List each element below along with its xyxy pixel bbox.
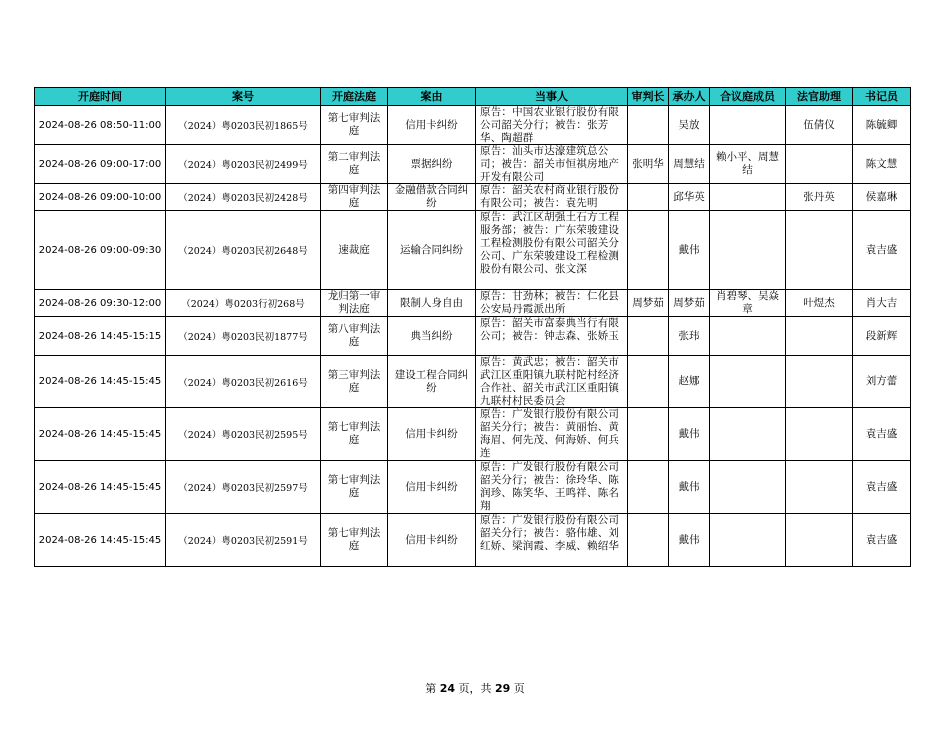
parties-text: 原告：韶关市富泰典当行有限公司；被告：钟志森、张娇玉 [480, 317, 620, 342]
table-header-row [35, 88, 911, 106]
table-row [35, 290, 911, 317]
case-number: （2024）粤0203民初1865号 [166, 106, 321, 145]
handler: 戴伟 [669, 514, 710, 567]
judge-assistant: 伍倩仪 [786, 106, 853, 145]
parties-cell [476, 145, 628, 184]
chief-judge [628, 184, 669, 211]
header-parties: 当事人 [476, 88, 628, 106]
hearing-time: 2024-08-26 14:45-15:15 [35, 317, 166, 356]
parties-cell [476, 461, 628, 514]
judge-assistant [786, 408, 853, 461]
panel-members [710, 106, 786, 145]
parties-cell [476, 211, 628, 290]
table-row [35, 145, 911, 184]
table-row [35, 211, 911, 290]
chief-judge [628, 106, 669, 145]
hearing-time: 2024-08-26 14:45-15:45 [35, 514, 166, 567]
case-number: （2024）粤0203行初268号 [166, 290, 321, 317]
judge-assistant: 张丹英 [786, 184, 853, 211]
case-number: （2024）粤0203民初2648号 [166, 211, 321, 290]
parties-text: 原告：韶关农村商业银行股份有限公司；被告：袁先明 [480, 184, 620, 209]
parties-cell [476, 290, 628, 317]
chief-judge [628, 211, 669, 290]
judge-assistant [786, 514, 853, 567]
case-number: （2024）粤0203民初2616号 [166, 356, 321, 408]
case-cause: 信用卡纠纷 [388, 461, 476, 514]
handler: 周慧结 [669, 145, 710, 184]
parties-text: 原告：广发银行股份有限公司韶关分行；被告：黄丽怡、黄海眉、何先茂、何海娇、何兵连 [480, 408, 620, 459]
chief-judge: 周梦茹 [628, 290, 669, 317]
clerk: 陈毓卿 [853, 106, 911, 145]
table-row [35, 461, 911, 514]
courtroom: 第三审判法庭 [321, 356, 388, 408]
table-row [35, 408, 911, 461]
parties-text: 原告：广发银行股份有限公司韶关分行；被告：徐玲华、陈润珍、陈笑华、王鸣祥、陈名翔 [480, 461, 620, 512]
footer-middle: 页，共 [455, 682, 495, 695]
case-cause: 金融借款合同纠纷 [388, 184, 476, 211]
judge-assistant [786, 211, 853, 290]
panel-members [710, 317, 786, 356]
judge-assistant [786, 461, 853, 514]
case-cause: 典当纠纷 [388, 317, 476, 356]
panel-members [710, 184, 786, 211]
header-clerk: 书记员 [853, 88, 911, 106]
hearing-time: 2024-08-26 09:00-09:30 [35, 211, 166, 290]
handler: 戴伟 [669, 408, 710, 461]
courtroom: 第四审判法庭 [321, 184, 388, 211]
total-page-count: 29 [495, 682, 511, 695]
chief-judge: 张明华 [628, 145, 669, 184]
clerk: 肖大吉 [853, 290, 911, 317]
chief-judge [628, 461, 669, 514]
parties-text: 原告：甘劲林；被告：仁化县公安局丹霞派出所 [480, 290, 620, 315]
case-number: （2024）粤0203民初1877号 [166, 317, 321, 356]
clerk: 段新辉 [853, 317, 911, 356]
parties-cell [476, 356, 628, 408]
parties-cell [476, 514, 628, 567]
courtroom: 龙归第一审判法庭 [321, 290, 388, 317]
clerk: 袁吉盛 [853, 211, 911, 290]
courtroom: 第七审判法庭 [321, 461, 388, 514]
parties-text: 原告：中国农业银行股份有限公司韶关分行；被告：张芳华、陶超群 [480, 106, 620, 144]
hearing-time: 2024-08-26 08:50-11:00 [35, 106, 166, 145]
parties-text: 原告：武江区胡强土石方工程服务部；被告：广东荣骏建设工程检测股份有限公司韶关分公司、广东荣骏建设工程检测股份有限公司、张文深 [480, 211, 620, 275]
case-number: （2024）粤0203民初2591号 [166, 514, 321, 567]
chief-judge [628, 356, 669, 408]
handler: 邱华英 [669, 184, 710, 211]
case-cause: 运输合同纠纷 [388, 211, 476, 290]
header-chief-judge: 审判长 [628, 88, 669, 106]
table-row [35, 514, 911, 567]
header-time: 开庭时间 [35, 88, 166, 106]
panel-members [710, 211, 786, 290]
panel-members [710, 356, 786, 408]
hearing-time: 2024-08-26 09:30-12:00 [35, 290, 166, 317]
judge-assistant [786, 317, 853, 356]
case-number: （2024）粤0203民初2595号 [166, 408, 321, 461]
case-cause: 建设工程合同纠纷 [388, 356, 476, 408]
case-number: （2024）粤0203民初2428号 [166, 184, 321, 211]
chief-judge [628, 408, 669, 461]
page-footer [0, 680, 950, 696]
hearing-time: 2024-08-26 14:45-15:45 [35, 356, 166, 408]
clerk: 袁吉盛 [853, 408, 911, 461]
panel-members: 赖小平、周慧结 [710, 145, 786, 184]
table-row [35, 317, 911, 356]
handler: 戴伟 [669, 211, 710, 290]
case-cause: 信用卡纠纷 [388, 106, 476, 145]
judge-assistant [786, 356, 853, 408]
courtroom: 第七审判法庭 [321, 106, 388, 145]
courtroom: 第二审判法庭 [321, 145, 388, 184]
header-case-no: 案号 [166, 88, 321, 106]
clerk: 陈文慧 [853, 145, 911, 184]
parties-cell [476, 408, 628, 461]
handler: 周梦茹 [669, 290, 710, 317]
parties-cell [476, 184, 628, 211]
judge-assistant: 叶煜杰 [786, 290, 853, 317]
clerk: 刘方蕾 [853, 356, 911, 408]
header-panel: 合议庭成员 [710, 88, 786, 106]
chief-judge [628, 317, 669, 356]
table-row [35, 184, 911, 211]
clerk: 侯嘉琳 [853, 184, 911, 211]
courtroom: 速裁庭 [321, 211, 388, 290]
handler: 吴放 [669, 106, 710, 145]
clerk: 袁吉盛 [853, 514, 911, 567]
case-cause: 信用卡纠纷 [388, 408, 476, 461]
hearing-time: 2024-08-26 09:00-17:00 [35, 145, 166, 184]
case-cause: 限制人身自由 [388, 290, 476, 317]
panel-members [710, 408, 786, 461]
hearing-time: 2024-08-26 14:45-15:45 [35, 461, 166, 514]
courtroom: 第七审判法庭 [321, 408, 388, 461]
parties-text: 原告：黄武忠；被告：韶关市武江区重阳镇九联村陀村经济合作社、韶关市武江区重阳镇九联村村民委员会 [480, 356, 620, 407]
parties-text: 原告：汕头市达濠建筑总公司；被告：韶关市恒祺房地产开发有限公司 [480, 145, 620, 183]
hearing-time: 2024-08-26 09:00-10:00 [35, 184, 166, 211]
handler: 张玮 [669, 317, 710, 356]
footer-prefix: 第 [425, 682, 440, 695]
parties-cell [476, 317, 628, 356]
current-page-number: 24 [439, 682, 455, 695]
case-number: （2024）粤0203民初2597号 [166, 461, 321, 514]
courtroom: 第八审判法庭 [321, 317, 388, 356]
handler: 戴伟 [669, 461, 710, 514]
panel-members [710, 514, 786, 567]
table-row [35, 106, 911, 145]
handler: 赵娜 [669, 356, 710, 408]
judge-assistant [786, 145, 853, 184]
case-cause: 信用卡纠纷 [388, 514, 476, 567]
header-cause: 案由 [388, 88, 476, 106]
hearing-schedule-table [34, 87, 911, 567]
header-court: 开庭法庭 [321, 88, 388, 106]
case-number: （2024）粤0203民初2499号 [166, 145, 321, 184]
clerk: 袁吉盛 [853, 461, 911, 514]
courtroom: 第七审判法庭 [321, 514, 388, 567]
hearing-time: 2024-08-26 14:45-15:45 [35, 408, 166, 461]
parties-cell [476, 106, 628, 145]
header-handler: 承办人 [669, 88, 710, 106]
header-assistant: 法官助理 [786, 88, 853, 106]
footer-suffix: 页 [510, 682, 525, 695]
panel-members [710, 461, 786, 514]
panel-members: 肖碧琴、吴焱章 [710, 290, 786, 317]
table-row [35, 356, 911, 408]
chief-judge [628, 514, 669, 567]
parties-text: 原告：广发银行股份有限公司韶关分行；被告：骆伟雄、刘红娇、梁润霞、李威、赖绍华 [480, 514, 620, 552]
case-cause: 票据纠纷 [388, 145, 476, 184]
